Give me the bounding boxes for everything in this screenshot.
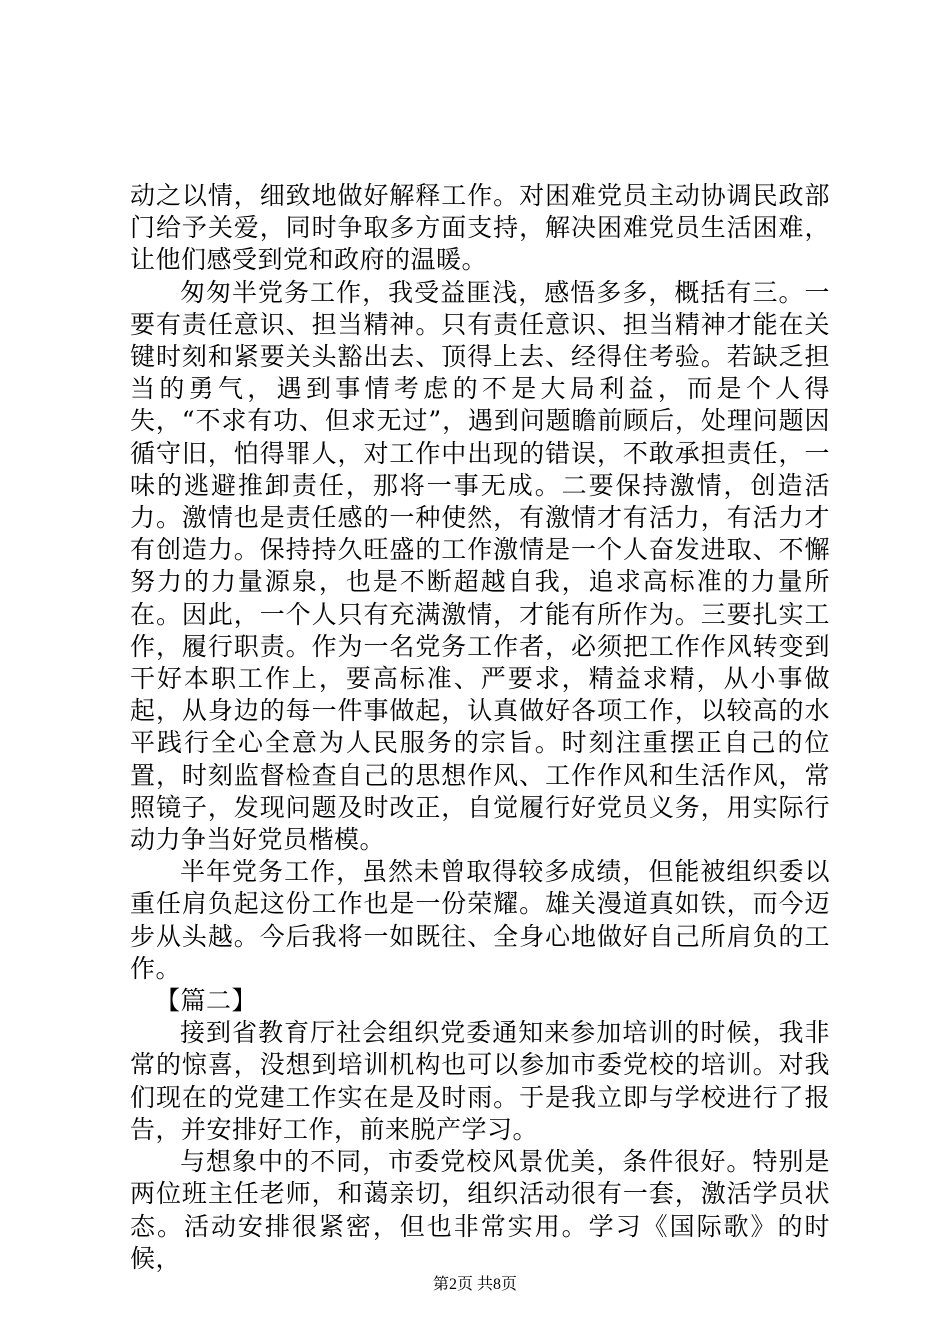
paragraph-reflections: 匆匆半党务工作，我受益匪浅，感悟多多，概括有三。一要有责任意识、担当精神。只有责任意识、担当精神才能在关键时刻和紧要关头豁出去、顶得上去、经得住考验。若缺乏担当的勇气，遇到事情考虑的不是大局利益，而是个人得失，“不求有功、但求无过”，遇到问题瞻前顾后，处理问题因循守旧，怕得罪人，对工作中出现的错误，不敢承担责任，一味的逃避推卸责任，那将一事无成。二要保持激情，创造活力。激情也是责任感的一种使然，有激情才有活力，有活力才有创造力。保持持久旺盛的工作激情是一个人奋发进取、不懈努力的力量源泉，也是不断超越自我，追求高标准的力量所在。因此，一个人只有充满激情，才能有所作为。三要扎实工作，履行职责。作为一名党务工作者，必须把工作作风转变到干好本职工作上，要高标准、严要求，精益求精，从小事做起，从身边的每一件事做起，认真做好各项工作，以较高的水平践行全心全意为人民服务的宗旨。时刻注重摆正自己的位置，时刻监督检查自己的思想作风、工作作风和生活作风，常照镜子，发现问题及时改正，自觉履行好党员义务，用实际行动力争当好党员楷模。	[130, 277, 830, 855]
paragraph-conclusion: 半年党务工作，虽然未曾取得较多成绩，但能被组织委以重任肩负起这份工作也是一份荣耀。雄关漫道真如铁，而今迈步从头越。今后我将一如既往、全身心地做好自己所肩负的工作。	[130, 857, 830, 983]
section-heading: 【篇二】	[155, 986, 258, 1016]
paragraph-training-impression: 与想象中的不同，市委党校风景优美，条件很好。特别是两位班主任老师，和蔼亲切，组织活动很有一套，激活学员状态。活动安排很紧密，但也非常实用。学习《国际歌》的时候，	[130, 1147, 830, 1273]
page-number-footer: 第2页 共8页	[432, 1276, 517, 1293]
paragraph-continuation: 动之以情，细致地做好解释工作。对困难党员主动协调民政部门给予关爱，同时争取多方面支持，解决困难党员生活困难，让他们感受到党和政府的温暖。	[130, 181, 830, 275]
paragraph-training-intro: 接到省教育厅社会组织党委通知来参加培训的时候，我非常的惊喜，没想到培训机构也可以参加市委党校的培训。对我们现在的党建工作实在是及时雨。于是我立即与学校进行了报告，并安排好工作，前来脱产学习。	[130, 1018, 830, 1144]
document-body	[130, 180, 830, 1275]
